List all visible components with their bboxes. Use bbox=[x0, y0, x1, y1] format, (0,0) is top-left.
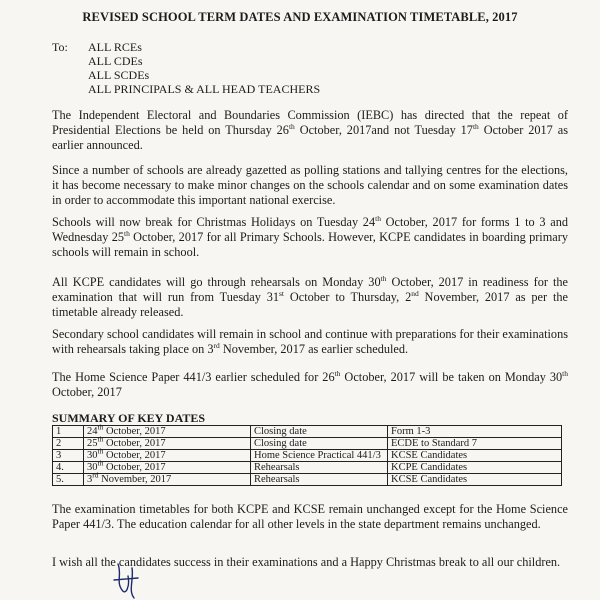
row-audience: KCSE Candidates bbox=[388, 474, 562, 486]
row-event: Rehearsals bbox=[251, 462, 388, 474]
paragraph-christmas-break: Schools will now break for Christmas Holidays on Tuesday 24th October, 2017 for forms 1 to 3 and Wednesday 25th October, 2017 for all Primary Schools. However, KCPE candidates in boarding primary schools will remain in school. bbox=[52, 213, 569, 259]
paragraph-polling-stations: Since a number of schools are already gazetted as polling stations and tallying centres for the elections, it has become necessary to make minor changes on the schools calendar and on some examination dates in order to accommodate this important national exercise. bbox=[52, 163, 568, 207]
recipients-list bbox=[88, 40, 320, 96]
row-number: 5. bbox=[53, 474, 84, 486]
row-event: Home Science Practical 441/3 bbox=[251, 450, 388, 462]
recipients-label: To: bbox=[52, 40, 68, 54]
row-number: 4. bbox=[53, 462, 84, 474]
paragraph-kcpe-rehearsals: All KCPE candidates will go through rehearsals on Monday 30th October, 2017 in readiness for the examination that will run from Tuesday 31st October to Thursday, 2nd November, 2017 as per the timetable already released. bbox=[52, 273, 568, 319]
row-number: 1 bbox=[53, 426, 84, 438]
row-audience: ECDE to Standard 7 bbox=[388, 438, 562, 450]
row-audience: KCPE Candidates bbox=[388, 462, 562, 474]
paragraph-closing-wishes: I wish all the candidates success in their examinations and a Happy Christmas break to all our children. bbox=[52, 555, 561, 569]
row-date: 24th October, 2017 bbox=[84, 426, 251, 438]
row-audience: Form 1-3 bbox=[388, 426, 562, 438]
table-row bbox=[53, 438, 562, 450]
table-row bbox=[53, 450, 562, 462]
row-date: 25th October, 2017 bbox=[84, 438, 251, 450]
row-date: 30th October, 2017 bbox=[84, 462, 251, 474]
paragraph-iebc-directive: The Independent Electoral and Boundaries Commission (IEBC) has directed that the repeat of Presidential Elections be held on Thursday 26th October, 2017and not Tuesday 17th October 2017 as earlier announced. bbox=[52, 108, 568, 152]
signature-mark bbox=[108, 560, 148, 600]
table-row bbox=[53, 474, 562, 486]
paragraph-timetables-unchanged: The examination timetables for both KCPE and KCSE remain unchanged except for the Home Science Paper 441/3. The education calendar for all other levels in the state department remains unchanged. bbox=[52, 502, 568, 531]
paragraph-home-science: The Home Science Paper 441/3 earlier scheduled for 26th October, 2017 will be taken on Monday 30th October, 2017 bbox=[52, 368, 568, 399]
table-row bbox=[53, 462, 562, 474]
row-event: Closing date bbox=[251, 426, 388, 438]
recipient-item: ALL CDEs bbox=[88, 54, 143, 68]
row-date: 30th October, 2017 bbox=[84, 450, 251, 462]
recipient-item: ALL PRINCIPALS & ALL HEAD TEACHERS bbox=[88, 82, 321, 96]
key-dates-table bbox=[52, 422, 562, 486]
document-title: REVISED SCHOOL TERM DATES AND EXAMINATION TIMETABLE, 2017 bbox=[82, 10, 518, 24]
summary-heading: SUMMARY OF KEY DATES bbox=[52, 411, 206, 425]
row-event: Closing date bbox=[251, 438, 388, 450]
row-number: 3 bbox=[53, 450, 84, 462]
paragraph-secondary-candidates: Secondary school candidates will remain in school and continue with preparations for their examinations with rehearsals taking place on 3rd November, 2017 as earlier scheduled. bbox=[52, 327, 568, 356]
row-number: 2 bbox=[53, 438, 84, 450]
row-event: Rehearsals bbox=[251, 474, 388, 486]
row-date: 3rd November, 2017 bbox=[84, 474, 251, 486]
table-row bbox=[53, 426, 562, 438]
row-audience: KCSE Candidates bbox=[388, 450, 562, 462]
recipient-item: ALL SCDEs bbox=[88, 68, 150, 82]
recipient-item: ALL RCEs bbox=[88, 40, 142, 54]
